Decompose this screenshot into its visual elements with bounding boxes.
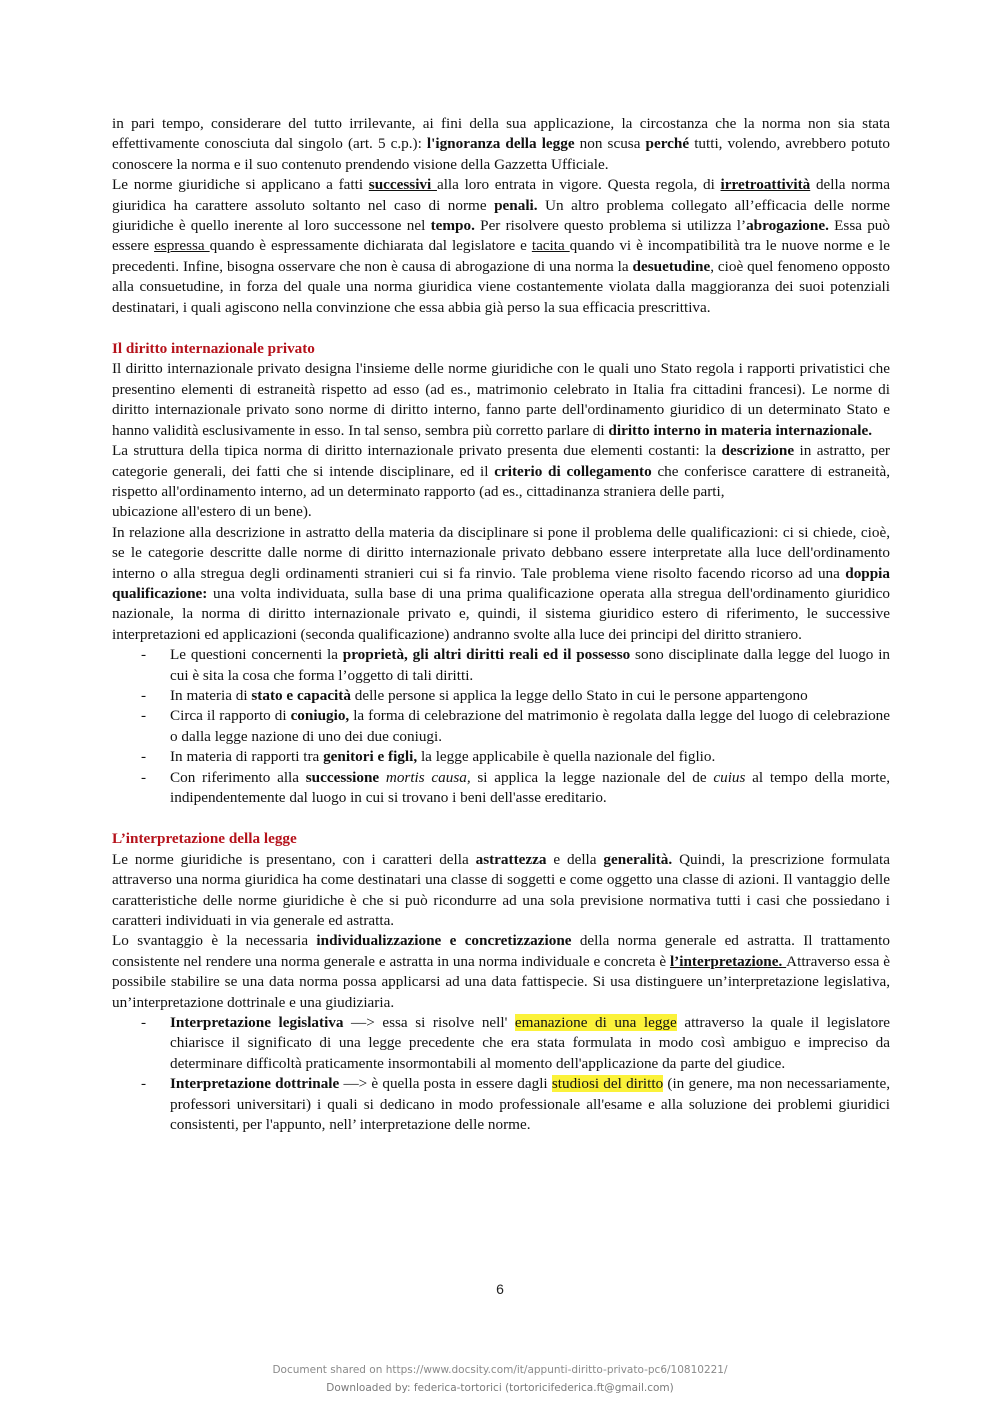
- underlined-text: espressa: [154, 237, 210, 255]
- bold-text: doppia qualificazione:: [112, 564, 890, 602]
- text: Le norme giuridiche is presentano, con i caratteri della: [112, 850, 476, 868]
- text: in pari tempo, considerare del tutto irrilevante, ai fini della sua applicazione, la circostanza che la norma non sia stata effettivamente conosciuta dal singolo (art. 5 c.p.):: [112, 115, 890, 153]
- bold-text: perché: [645, 135, 690, 153]
- bold-text: tempo.: [430, 217, 475, 235]
- text: Essa può essere: [112, 217, 890, 255]
- bullet-dash: -: [141, 1014, 147, 1032]
- text: Attraverso essa è possibile stabilire se una data norma possa applicarsi ad una data fattispecie. Si usa distinguere un’interpretazione legislativa, un’interpretazione dottrinale e una giudiziaria.: [112, 952, 890, 1011]
- bold-text: abrogazione.: [746, 217, 829, 235]
- text: in astratto, per categorie generali, dei fatti che si intende disciplinare, ed il: [112, 442, 890, 480]
- text: Con riferimento alla: [170, 768, 306, 786]
- underlined-text: irretroattività: [720, 176, 811, 194]
- paragraph-svantaggio: [112, 931, 890, 1013]
- text: In materia di rapporti tra: [170, 748, 324, 766]
- text: della norma generale ed astratta. Il trattamento consistente nel rendere una norma generale e astratta in una norma individuale e concreta è: [112, 932, 890, 970]
- text: attraverso la quale il legislatore chiarisce il significato di una legge precedente che era stata formulata in modo così ambiguo e impreciso da determinare difficoltà praticamente insormontabili al momento dell'applicazione da parte del giudice.: [170, 1014, 891, 1072]
- text: (in genere, ma non necessariamente, professori universitari) i quali si dedicano in modo professionale all'esame e alla soluzione dei problemi giuridici consistenti, per l'appunto, nell’ interpretazione delle norme.: [170, 1075, 890, 1134]
- text: Circa il rapporto di: [170, 707, 291, 725]
- underlined-text: l’interpretazione.: [669, 952, 787, 970]
- underlined-text: tacita: [531, 237, 570, 255]
- text: , cioè quel fenomeno opposto alla consuetudine, in forza del quale una norma giuridica viene costantemente violata dalla maggioranza dei suoi potenziali destinatari, i quali agiscono nella convinzione che essa abbia già perso la sua efficacia prescrittiva.: [112, 257, 890, 316]
- bold-text: Interpretazione dottrinale: [170, 1075, 340, 1093]
- list-item: [112, 645, 890, 686]
- bullet-dash: -: [141, 646, 147, 664]
- text: della norma giuridica ha carattere assoluto soltanto nel caso di norme: [112, 176, 890, 214]
- section-heading-diritto-internazionale: Il diritto internazionale privato: [112, 340, 315, 358]
- text: Il diritto internazionale privato designa l'insieme delle norme giuridiche con le quali uno Stato regola i rapporti privatistici che presentino elementi di estraneità rispetto ad esso (ad es., matrimonio celebrato in Italia fra cittadini francesi). Le norme di diritto internazionale privato sono norme di diritto interno, fanno parte dell'ordinamento giuridico di un determinato Stato e hanno validità esclusivamente in esso. In tal senso, sembra più corretto parlare di: [112, 360, 890, 439]
- bold-text: successione: [305, 768, 380, 786]
- bold-text: individualizzazione e concretizzazione: [316, 932, 572, 950]
- bullet-list-criteri: [112, 645, 890, 808]
- paragraph-qualificazioni: [112, 523, 890, 645]
- text: una volta individuata, sulla base di una prima qualificazione operata alla stregua dell'ordinamento giuridico nazionale, la norma di diritto internazionale privato e, quindi, il sistema giuridico estero di riferimento, le successive interpretazioni ed applicazioni (seconda qualificazione) andranno svolte alla luce dei principi del diritto straniero.: [112, 584, 890, 643]
- text: In relazione alla descrizione in astratto della materia da disciplinare si pone il problema delle qualificazioni: ci si chiede, cioè, se le categorie descritte dalle norme di diritto internazionale privato debbano essere interpretate alla luce dell'ordinamento interno o alla stregua degli ordinamenti stranieri cui si fa rinvio. Tale problema viene risolto facendo ricorso ad una: [112, 523, 890, 582]
- bullet-dash: -: [141, 748, 147, 766]
- bold-text: generalità.: [603, 850, 673, 868]
- bold-text: desuetudine: [632, 257, 711, 275]
- bullet-list-interpretazioni: [112, 1013, 890, 1135]
- text: quando è espressamente dichiarata dal legislatore e: [209, 237, 532, 255]
- bold-text: diritto interno in materia internazionale.: [608, 421, 873, 439]
- paragraph-struttura: [112, 441, 890, 523]
- text: Quindi, la prescrizione formulata attraverso una norma giuridica ha come destinatari una classe di soggetti e come oggetto una classe di azioni. Il vantaggio delle caratteristiche delle norme giuridiche è che si può ricondurre ad una sola previsione normativa tutti i casi che possiedano i caratteri individuati in via generale ed astratta.: [112, 850, 890, 930]
- text: sono disciplinate dalla legge del luogo in cui è sita la cosa che forma l’oggetto di tali diritti.: [170, 646, 891, 684]
- bullet-dash: -: [141, 768, 147, 786]
- text: e della: [546, 850, 604, 868]
- text: Le questioni concernenti la: [170, 646, 343, 664]
- underlined-text: successivi: [368, 176, 437, 194]
- text: Un altro problema collegato all’efficacia delle norme giuridiche è quello inerente al loro successone nel: [112, 196, 890, 235]
- bold-text: descrizione: [721, 442, 795, 460]
- text: Le norme giuridiche si applicano a fatti: [112, 176, 369, 194]
- text: Lo svantaggio è la necessaria: [112, 932, 317, 950]
- list-item: [112, 686, 890, 706]
- list-item: [112, 768, 890, 809]
- list-item: [112, 1074, 890, 1135]
- bold-text: genitori e figli,: [323, 748, 418, 766]
- section-heading-interpretazione: L’interpretazione della legge: [112, 830, 297, 848]
- paragraph-astrattezza: [112, 850, 890, 932]
- list-item: [112, 747, 890, 767]
- text: che conferisce carattere di estraneità, rispetto all'ordinamento interno, ad un determinato rapporto (ad es., cittadinanza straniera delle parti,: [112, 462, 890, 500]
- text: —> essa si risolve nell': [343, 1014, 515, 1032]
- footer-downloaded-by: Downloaded by: federica-tortorici (tortoricifederica.ft@gmail.com): [326, 1382, 674, 1394]
- bullet-dash: -: [141, 686, 147, 704]
- bold-text: proprietà, gli altri diritti reali ed il possesso: [342, 646, 631, 664]
- text: al tempo della morte, indipendentemente dal luogo in cui si trovano i beni dell'asse ereditario.: [170, 768, 890, 806]
- bold-text: stato e capacità: [251, 686, 351, 704]
- page-number: 6: [496, 1281, 504, 1297]
- text: delle persone si applica la legge dello Stato in cui le persone appartengono: [350, 686, 808, 704]
- text: non scusa: [574, 135, 646, 153]
- paragraph-ignoranza: [112, 114, 890, 175]
- bold-text: penali.: [494, 196, 538, 214]
- footer-shared-link[interactable]: Document shared on https://www.docsity.com/it/appunti-diritto-privato-pc6/10810221/: [272, 1364, 728, 1376]
- text: la legge applicabile è quella nazionale del figlio.: [417, 748, 716, 766]
- paragraph-definizione: [112, 359, 890, 441]
- document-page: [112, 114, 890, 1136]
- text: Per risolvere questo problema si utilizza l’: [474, 217, 747, 235]
- bullet-dash: -: [141, 1075, 147, 1093]
- bullet-dash: -: [141, 707, 147, 725]
- bold-text: l'ignoranza della legge: [426, 135, 575, 153]
- italic-text: cuius: [713, 768, 746, 786]
- text: In materia di: [170, 686, 252, 704]
- text: alla loro entrata in vigore. Questa regola, di: [436, 176, 721, 194]
- text: quando vi è incompatibilità tra le nuove norme e le precedenti. Infine, bisogna osservare che non è causa di abrogazione di una norma la: [112, 237, 890, 275]
- list-item: [112, 706, 890, 747]
- bold-text: coniugio,: [290, 707, 350, 725]
- highlighted-text: emanazione di una legge: [514, 1014, 677, 1032]
- text: si applica la legge nazionale del de: [470, 768, 714, 786]
- text: ubicazione all'estero di un bene).: [112, 503, 312, 521]
- italic-text: mortis causa,: [379, 768, 471, 786]
- text: la forma di celebrazione del matrimonio è regolata dalla legge del luogo di celebrazione o dalla legge nazione di uno dei due coniugi.: [170, 707, 891, 745]
- text: La struttura della tipica norma di diritto internazionale privato presenta due elementi costanti: la: [112, 442, 722, 460]
- text: —> è quella posta in essere dagli: [339, 1075, 552, 1093]
- highlighted-text: studiosi del diritto: [551, 1075, 664, 1093]
- bold-text: astrattezza: [475, 850, 547, 868]
- text: tutti, volendo, avrebbero potuto conoscere la norma e il suo contenuto prendendo visione della Gazzetta Ufficiale.: [112, 135, 890, 173]
- bold-text: Interpretazione legislativa: [170, 1014, 344, 1032]
- list-item: [112, 1013, 890, 1074]
- bold-text: criterio di collegamento: [494, 462, 652, 480]
- paragraph-irretroattivita: [112, 175, 890, 318]
